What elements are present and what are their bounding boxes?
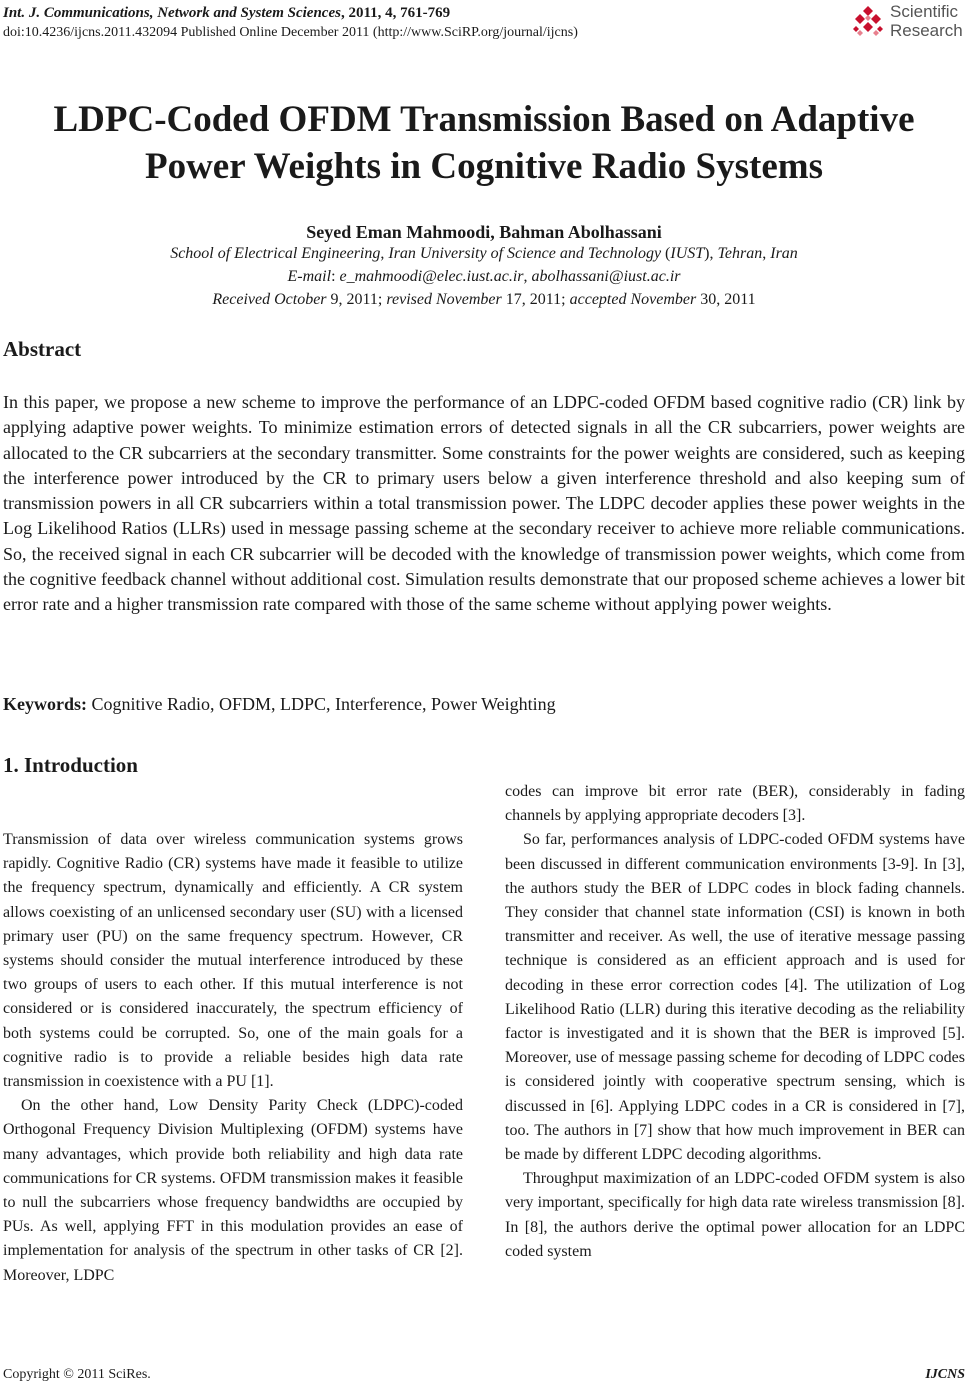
received-dates: Received October 9, 2011; revised November 17, 2011; accepted November 30, 2011 — [212, 291, 756, 308]
abstract-heading: Abstract — [3, 337, 82, 361]
paper-title — [0, 96, 968, 190]
title-line-1: LDPC-Coded OFDM Transmission Based on Adaptive — [53, 99, 915, 140]
journal-abbreviation-footer: IJCNS — [925, 1367, 965, 1382]
journal-header — [3, 3, 578, 43]
keywords-list: Cognitive Radio, OFDM, LDPC, Interference, Power Weighting — [87, 694, 556, 714]
paragraph: On the other hand, Low Density Parity Check (LDPC)-coded Orthogonal Frequency Division Multiplexing (OFDM) systems have many advantages, which provide both reliability and high data rate communications for CR systems. OFDM transmission makes it feasible to null the subcarriers whose frequency bandwidths are occupied by PUs. As well, applying FFT in this modulation provides an ease of implementation for analysis of the spectrum in other tasks of CR [2]. Moreover, LDPC — [3, 1097, 463, 1284]
paragraph: Throughput maximization of an LDPC-coded OFDM system is also very important, specifically for high data rate wireless transmission [8]. In [8], the authors derive the optimal power allocation for an LDPC coded system — [505, 1170, 965, 1260]
keywords-label: Keywords: — [3, 694, 87, 714]
scientific-research-logo-icon — [850, 4, 886, 40]
authors: Seyed Eman Mahmoodi, Bahman Abolhassani — [306, 222, 662, 242]
journal-year-volume: , 2011, 4, 761-769 — [340, 5, 451, 21]
publisher-name: Scientific Research — [890, 2, 963, 40]
paragraph: So far, performances analysis of LDPC-coded OFDM systems have been discussed in different communication environments [3-9]. In [3], the authors study the BER of LDPC codes in block fading channels. They consider that channel state information (CSI) is known in both transmitter and receiver. As well, the use of iterative message passing technique is considered as an efficient approach and is used for decoding in these error correction codes [4]. The utilization of Log Likelihood Ratio (LLR) during this iterative decoding as the reliability factor is investigated and it is shown that the BER is improved [5]. Moreover, use of message passing scheme for decoding of LDPC codes is considered jointly with cooperative spectrum sensing, which is discussed in [6]. Applying LDPC codes in a CR is considered in [7], too. The authors in [7] show that how much improvement in BER can be made by different LDPC decoding algorithms. — [505, 831, 965, 1164]
paragraph: Transmission of data over wireless communication systems grows rapidly. Cognitive Radio (CR) systems have made it feasible to utilize the frequency spectrum, dynamically and efficiently. A CR system allows coexisting of an unlicensed secondary user (SU) with a licensed primary user (PU) on the same frequency spectrum. However, CR systems should consider the mutual interference introduced by these two groups of users to each other. If this mutual interference is not considered or is considered inaccurately, the spectrum efficiency of both systems could be corrupted. So, one of the main goals for a cognitive radio is to provide a reliable besides high data rate transmission in coexistence with a PU [1]. — [3, 831, 463, 1091]
doi-line: doi:10.4236/ijcns.2011.432094 Published Online December 2011 (http://www.SciRP.org/journal/ijcns) — [3, 25, 578, 40]
copyright-footer: Copyright © 2011 SciRes. — [3, 1367, 151, 1382]
email-address-1[interactable]: e_mahmoodi@elec.iust.ac.ir — [339, 268, 524, 285]
email-address-2[interactable]: abolhassani@iust.ac.ir — [531, 268, 681, 285]
affiliation: School of Electrical Engineering, Iran University of Science and Technology (IUST), Tehran, Iran — [170, 245, 798, 262]
right-column — [505, 780, 965, 1264]
left-column — [3, 828, 463, 1288]
paragraph: codes can improve bit error rate (BER), considerably in fading channels by applying appropriate decoders [3]. — [505, 783, 965, 825]
journal-name: Int. J. Communications, Network and System Sciences — [3, 5, 341, 21]
section-heading-introduction: 1. Introduction — [3, 753, 138, 777]
keywords — [3, 692, 556, 717]
abstract-text: In this paper, we propose a new scheme to improve the performance of an LDPC-coded OFDM based cognitive radio (CR) link by applying adaptive power weights. To minimize estimation errors of detected signals in all the CR subcarriers, power weights are allocated to the CR subcarriers at the secondary transmitter. Some constraints for the power weights are considered, such as keeping the interference power introduced by the CR to primary users below a given interference threshold and also keeping sum of transmission powers in all CR subcarriers within a total transmission power. The LDPC decoder applies these power weights in the Log Likelihood Ratios (LLRs) used in message passing scheme at the secondary receiver to achieve more reliable communications. So, the received signal in each CR subcarrier will be decoded with the knowledge of transmission power weights, which come from the cognitive feedback channel without additional cost. Simulation results demonstrate that our proposed scheme achieves a lower bit error rate and a higher transmission rate compared with those of the same scheme without applying power weights. — [3, 392, 965, 615]
publisher-logo — [850, 2, 968, 42]
journal-citation — [3, 3, 578, 23]
title-line-2: Power Weights in Cognitive Radio Systems — [144, 146, 823, 187]
email-line: E-mail: e_mahmoodi@elec.iust.ac.ir, abolhassani@iust.ac.ir — [287, 268, 681, 285]
